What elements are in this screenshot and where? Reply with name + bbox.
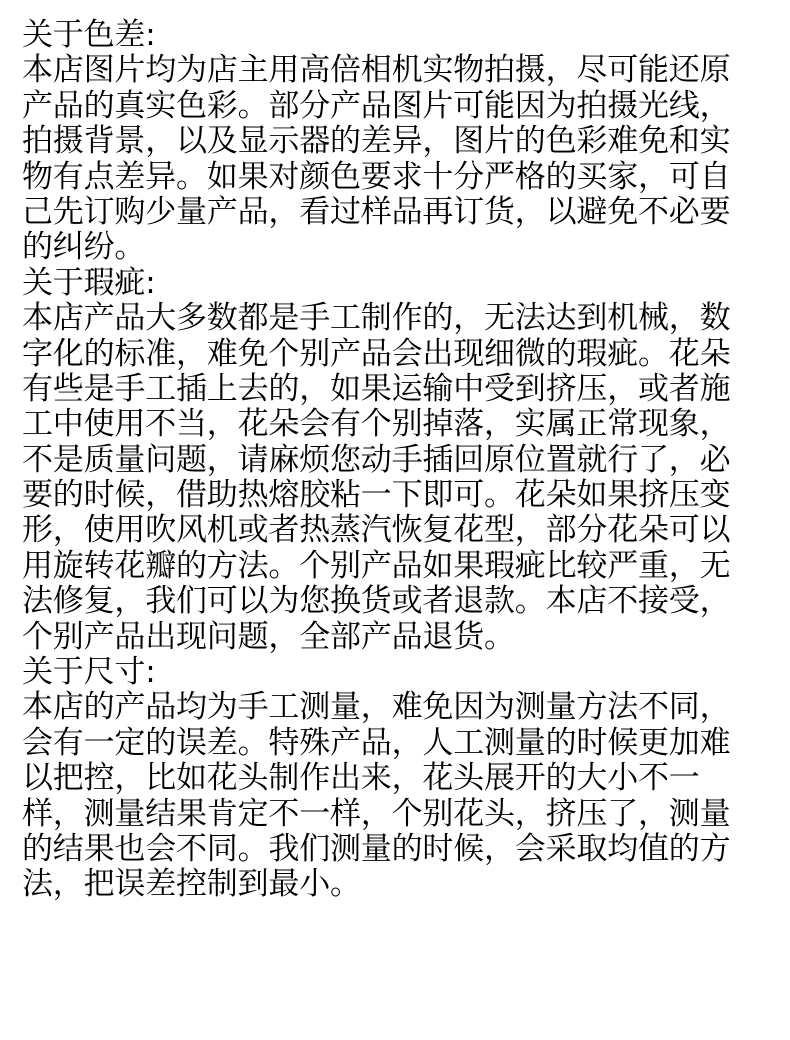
- section-heading: 关于色差:: [22, 17, 156, 53]
- paragraph-line: 会有一定的误差。特殊产品，人工测量的时候更加难: [22, 724, 731, 761]
- paragraph-line: 用旋转花瓣的方法。个别产品如果瑕疵比较严重，无: [22, 547, 731, 584]
- paragraph-line: 要的时候，借助热熔胶粘一下即可。花朵如果挤压变: [22, 477, 731, 514]
- paragraph-line: 不是质量问题，请麻烦您动手插回原位置就行了，必: [22, 441, 731, 478]
- paragraph-line: 字化的标准，难免个别产品会出现细微的瑕疵。花朵: [22, 335, 731, 372]
- paragraph-line: 本店图片均为店主用高倍相机实物拍摄，尽可能还原: [22, 52, 731, 89]
- paragraph-line: 的纠纷。: [22, 229, 146, 266]
- paragraph-line: 法修复，我们可以为您换货或者退款。本店不接受，: [22, 583, 731, 620]
- paragraph-line: 样，测量结果肯定不一样，个别花头，挤压了，测量: [22, 795, 731, 832]
- paragraph-line: 本店的产品均为手工测量，难免因为测量方法不同，: [22, 689, 731, 726]
- paragraph-line: 产品的真实色彩。部分产品图片可能因为拍摄光线，: [22, 87, 731, 124]
- paragraph-line: 个别产品出现问题，全部产品退货。: [22, 618, 515, 655]
- paragraph-line: 物有点差异。如果对颜色要求十分严格的买家，可自: [22, 158, 731, 195]
- section-size: [22, 655, 774, 903]
- paragraph-line: 法，把误差控制到最小。: [22, 866, 361, 903]
- paragraph-line: 以把控，比如花头制作出来，花头展开的大小不一: [22, 760, 700, 797]
- paragraph-line: 己先订购少量产品，看过样品再订货，以避免不必要: [22, 193, 731, 230]
- section-color-difference: [22, 18, 774, 266]
- notice-document: [22, 18, 774, 903]
- section-flaws: [22, 266, 774, 655]
- paragraph-line: 拍摄背景，以及显示器的差异，图片的色彩难免和实: [22, 123, 731, 160]
- paragraph-line: 形，使用吹风机或者热蒸汽恢复花型，部分花朵可以: [22, 512, 731, 549]
- paragraph-line: 有些是手工插上去的，如果运输中受到挤压，或者施: [22, 370, 731, 407]
- paragraph-line: 的结果也会不同。我们测量的时候，会采取均值的方: [22, 830, 731, 867]
- paragraph-line: 工中使用不当，花朵会有个别掉落，实属正常现象，: [22, 406, 731, 443]
- section-heading: 关于尺寸:: [22, 654, 156, 691]
- paragraph-line: 本店产品大多数都是手工制作的，无法达到机械，数: [22, 300, 731, 337]
- section-heading: 关于瑕疵:: [22, 264, 156, 301]
